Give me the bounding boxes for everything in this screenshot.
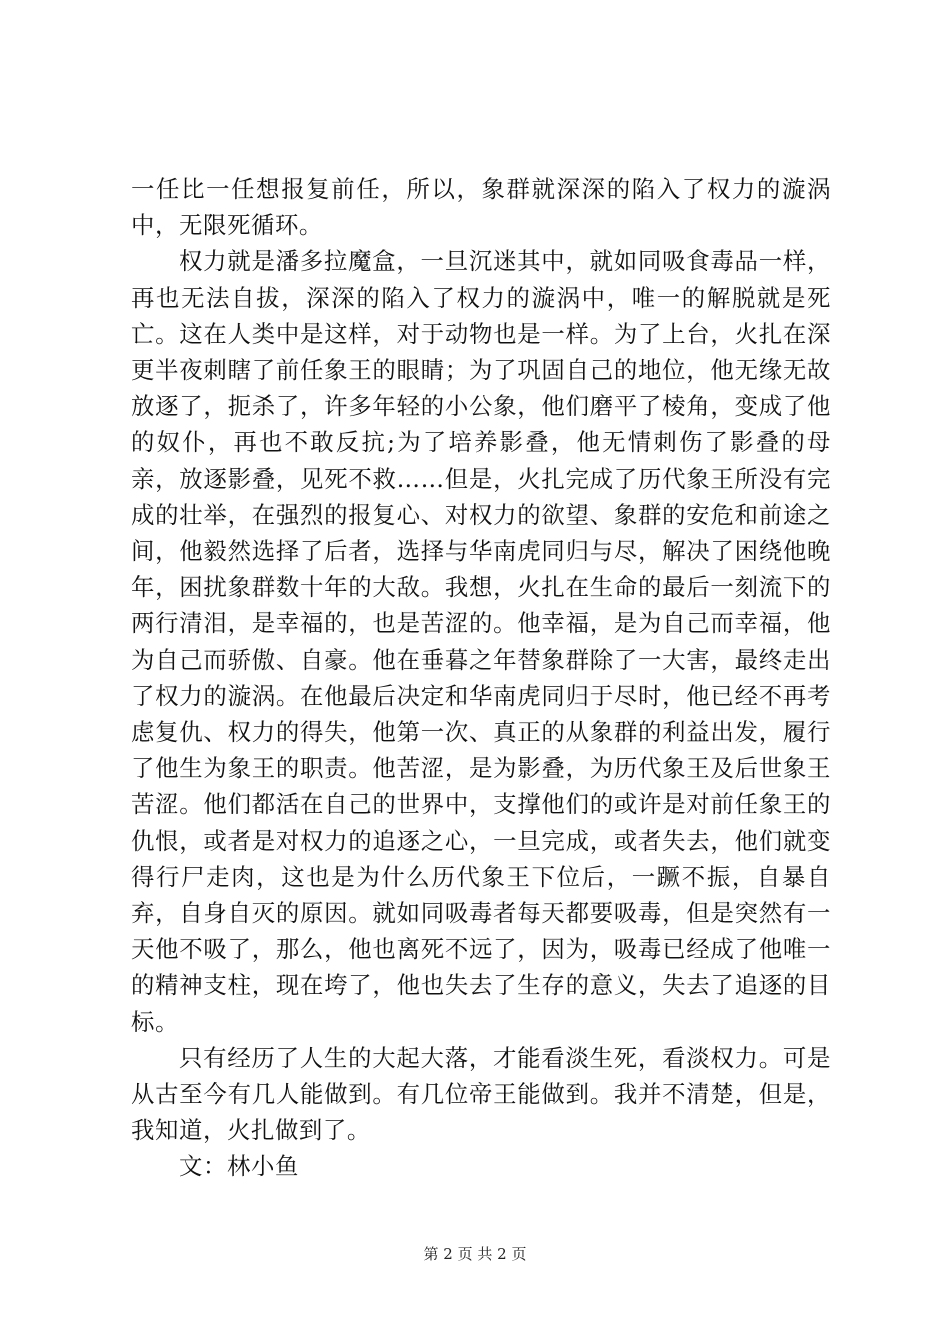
paragraph-power-pandora: 权力就是潘多拉魔盒，一旦沉迷其中，就如同吸食毒品一样，再也无法自拔，深深的陷入了权力的漩涡中，唯一的解脱就是死亡。这在人类中是这样，对于动物也是一样。为了上台，火扎在深更半夜刺瞎了前任象王的眼睛；为了巩固自己的地位，他无缘无故放逐了，扼杀了，许多年轻的小公象，他们磨平了棱角，变成了他的奴仆，再也不敢反抗;为了培养影叠，他无情刺伤了影叠的母亲，放逐影叠，见死不救……但是，火扎完成了历代象王所没有完成的壮举，在强烈的报复心、对权力的欲望、象群的安危和前途之间，他毅然选择了后者，选择与华南虎同归与尽，解决了困绕他晚年，困扰象群数十年的大敌。我想，火扎在生命的最后一刻流下的两行清泪，是幸福的，也是苦涩的。他幸福，是为自己而幸福，他为自己而骄傲、自豪。他在垂暮之年替象群除了一大害，最终走出了权力的漩涡。在他最后决定和华南虎同归于尽时，他已经不再考虑复仇、权力的得失，他第一次、真正的从象群的利益出发，履行了他生为象王的职责。他苦涩，是为影叠，为历代象王及后世象王苦涩。他们都活在自己的世界中，支撑他们的或许是对前任象王的仇恨，或者是对权力的追逐之心，一旦完成，或者失去，他们就变得行尸走肉，这也是为什么历代象王下位后，一蹶不振，自暴自弃，自身自灭的原因。就如同吸毒者每天都要吸毒，但是突然有一天他不吸了，那么，他也离死不远了，因为，吸毒已经成了他唯一的精神支柱，现在垮了，他也失去了生存的意义，失去了追逐的目标。 [131,247,831,1036]
paragraph-conclusion: 只有经历了人生的大起大落，才能看淡生死，看淡权力。可是从古至今有几人能做到。有几位帝王能做到。我并不清楚，但是，我知道，火扎做到了。 [131,1043,831,1145]
paragraph-continuation: 一任比一任想报复前任，所以，象群就深深的陷入了权力的漩涡中，无限死循环。 [131,175,831,240]
page-footer: 第 2 页 共 2 页 [423,1245,527,1263]
author-signature: 文：林小鱼 [179,1152,299,1181]
document-body [131,171,831,1185]
